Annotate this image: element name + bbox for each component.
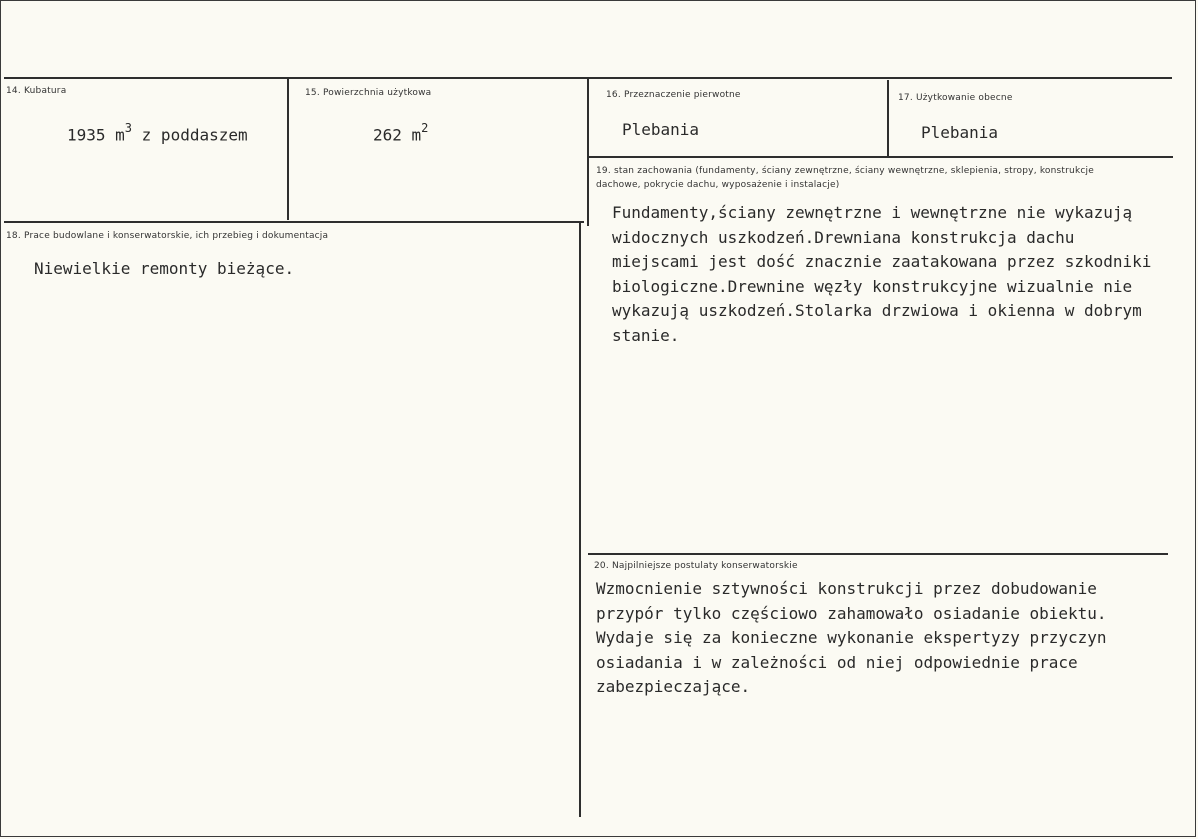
field-15-value-exponent: 2 bbox=[421, 121, 429, 135]
divider-16-17 bbox=[887, 80, 889, 156]
field-14-label: 14. Kubatura bbox=[6, 86, 67, 96]
field-14-value-suffix: z poddaszem bbox=[132, 125, 248, 145]
field-18-value: Niewielkie remonty bieżące. bbox=[34, 259, 295, 278]
field-19-value: Fundamenty,ściany zewnętrzne i wewnętrzne nie wykazują widocznych uszkodzeń.Drewniana konstrukcja dachu miejscami jest dość znacznie zaatakowana przez szkodniki biologiczne.Drewnine węzły konstrukcyjne wizualnie nie wykazują uszkodzeń.Stolarka drzwiowa i okienna w dobrym stanie. bbox=[612, 203, 1152, 345]
rule-under-14-15 bbox=[4, 221, 584, 223]
rule-under-16-17 bbox=[588, 156, 1173, 158]
field-16-label: 16. Przeznaczenie pierwotne bbox=[606, 90, 741, 100]
field-15-label: 15. Powierzchnia użytkowa bbox=[305, 88, 432, 98]
field-15-value bbox=[373, 123, 428, 144]
field-17-value: Plebania bbox=[921, 123, 999, 142]
divider-15-16 bbox=[587, 78, 589, 226]
field-14-value-exponent: 3 bbox=[124, 121, 133, 135]
divider-14-15 bbox=[287, 78, 289, 220]
field-16-value: Plebania bbox=[622, 120, 700, 139]
field-18-label: 18. Prace budowlane i konserwatorskie, ich przebieg i dokumentacja bbox=[6, 231, 329, 241]
field-19-label: 19. stan zachowania (fundamenty, ściany zewnętrzne, ściany wewnętrzne, sklepienia, stropy, konstrukcje dachowe, pokrycie dachu, wyposażenie i instalacje) bbox=[596, 166, 1094, 190]
field-15-value-number: 262 m bbox=[373, 125, 422, 145]
main-vertical-divider bbox=[579, 222, 581, 817]
field-20-label: 20. Najpilniejsze postulaty konserwatorskie bbox=[594, 561, 798, 571]
field-17-label: 17. Użytkowanie obecne bbox=[898, 93, 1013, 103]
field-14-value-number: 1935 m bbox=[67, 125, 125, 145]
field-20-value: Wzmocnienie sztywności konstrukcji przez dobudowanie przypór tylko częściowo zahamowało osiadanie obiektu. Wydaje się za konieczne wykonanie ekspertyzy przyczyn osiadania i w zależności od niej odpowiednie prace zabezpieczające. bbox=[596, 579, 1107, 696]
rule-above-20 bbox=[588, 553, 1168, 555]
field-14-value bbox=[67, 123, 248, 144]
